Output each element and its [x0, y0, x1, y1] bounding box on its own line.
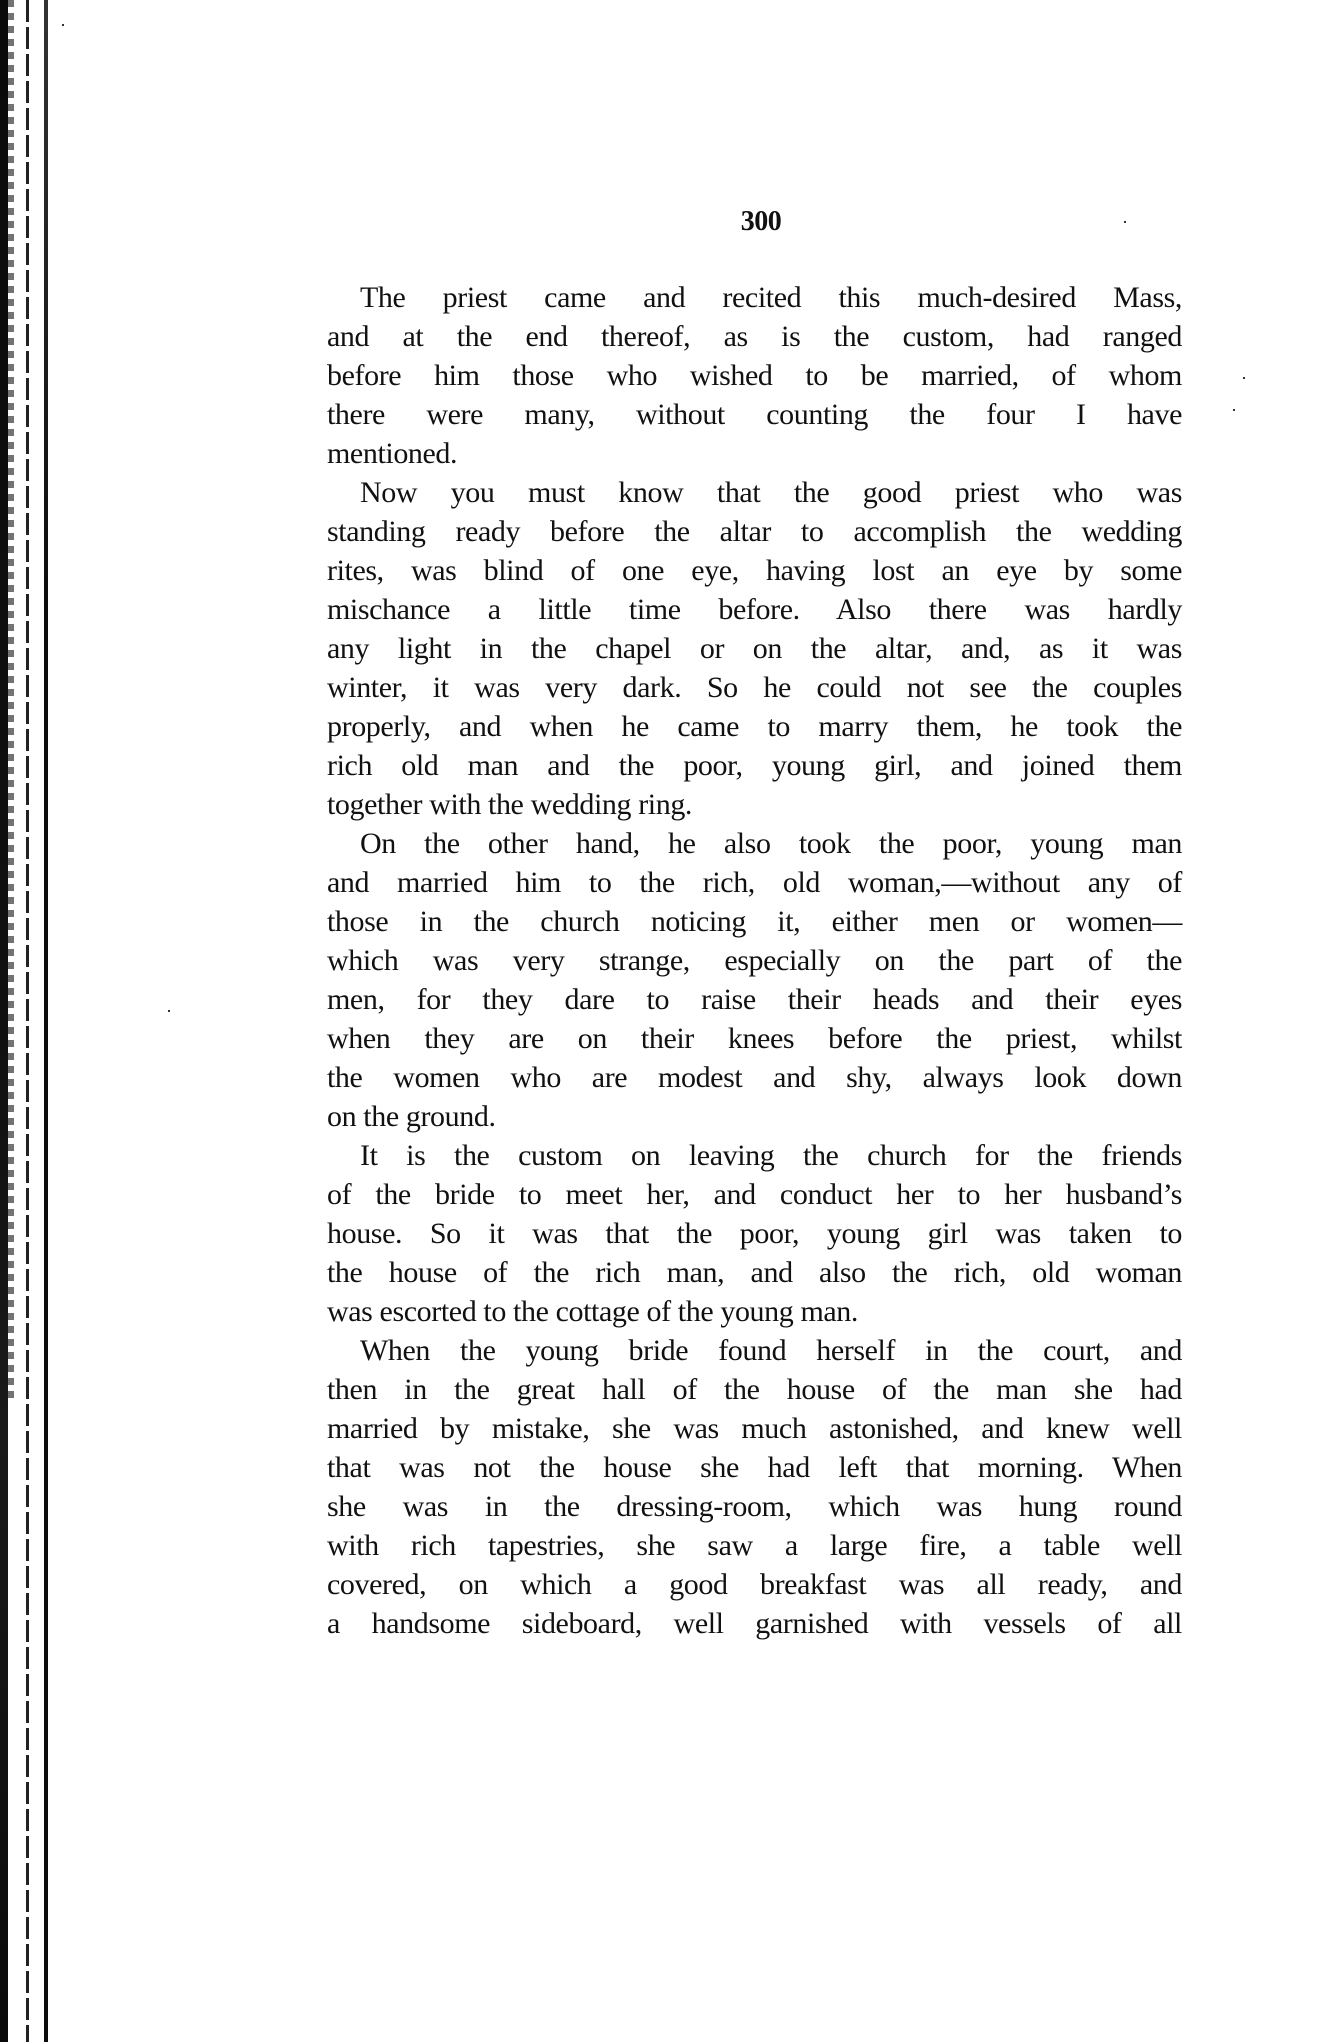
text-line: standing ready before the altar to accomplish the wedding: [327, 515, 1182, 548]
text-line: rites, was blind of one eye, having lost an eye by some: [327, 554, 1182, 587]
text-line: It is the custom on leaving the church for the friends: [360, 1139, 1182, 1172]
text-line: there were many, without counting the four I have: [327, 398, 1182, 431]
scan-speck: [1124, 221, 1126, 223]
text-line: rich old man and the poor, young girl, and joined them: [327, 749, 1182, 782]
paragraph: [327, 824, 1182, 1136]
text-line: covered, on which a good breakfast was all ready, and: [327, 1568, 1182, 1601]
text-line: properly, and when he came to marry them, he took the: [327, 710, 1182, 743]
text-line: that was not the house she had left that morning. When: [327, 1451, 1182, 1484]
text-line: before him those who wished to be married, of whom: [327, 359, 1182, 392]
text-line: together with the wedding ring.: [327, 788, 693, 821]
text-line: then in the great hall of the house of the man she had: [327, 1373, 1182, 1406]
text-line: married by mistake, she was much astonished, and knew well: [327, 1412, 1182, 1445]
text-line: mischance a little time before. Also there was hardly: [327, 593, 1182, 626]
binding-line: [26, 0, 29, 2042]
text-line: when they are on their knees before the priest, whilst: [327, 1022, 1182, 1055]
body-text: [327, 278, 1182, 1643]
text-line: men, for they dare to raise their heads and their eyes: [327, 983, 1182, 1016]
text-line: Now you must know that the good priest who was: [360, 476, 1182, 509]
text-line: mentioned.: [327, 437, 458, 470]
text-line: with rich tapestries, she saw a large fire, a table well: [327, 1529, 1182, 1562]
text-line: she was in the dressing-room, which was hung round: [327, 1490, 1182, 1523]
scan-speck: [1233, 409, 1235, 411]
text-line: When the young bride found herself in the court, and: [360, 1334, 1182, 1367]
text-line: and married him to the rich, old woman,—without any of: [327, 866, 1182, 899]
scan-speck: [168, 1010, 170, 1012]
binding-shadow-fray: [8, 0, 14, 1400]
scanned-binding-edge: [0, 0, 60, 2042]
binding-line: [44, 0, 48, 2042]
paragraph: [327, 1136, 1182, 1331]
text-line: those in the church noticing it, either men or women—: [327, 905, 1182, 938]
text-line: the house of the rich man, and also the rich, old woman: [327, 1256, 1182, 1289]
page-number: 300: [740, 206, 782, 237]
text-line: of the bride to meet her, and conduct her to her husband’s: [327, 1178, 1182, 1211]
text-line: On the other hand, he also took the poor, young man: [360, 827, 1182, 860]
paragraph: [327, 1331, 1182, 1643]
text-line: winter, it was very dark. So he could not see the couples: [327, 671, 1182, 704]
text-line: which was very strange, especially on the part of the: [327, 944, 1182, 977]
scan-speck: [1243, 377, 1245, 379]
text-line: on the ground.: [327, 1100, 496, 1133]
text-line: a handsome sideboard, well garnished with vessels of all: [327, 1607, 1182, 1640]
paragraph: [327, 278, 1182, 473]
text-line: was escorted to the cottage of the young man.: [327, 1295, 858, 1328]
scan-speck: [62, 24, 64, 26]
binding-shadow-band: [0, 0, 8, 2042]
text-line: and at the end thereof, as is the custom, had ranged: [327, 320, 1182, 353]
text-line: any light in the chapel or on the altar, and, as it was: [327, 632, 1182, 665]
text-line: house. So it was that the poor, young girl was taken to: [327, 1217, 1182, 1250]
text-line: The priest came and recited this much-desired Mass,: [360, 281, 1182, 314]
text-line: the women who are modest and shy, always look down: [327, 1061, 1182, 1094]
paragraph: [327, 473, 1182, 824]
